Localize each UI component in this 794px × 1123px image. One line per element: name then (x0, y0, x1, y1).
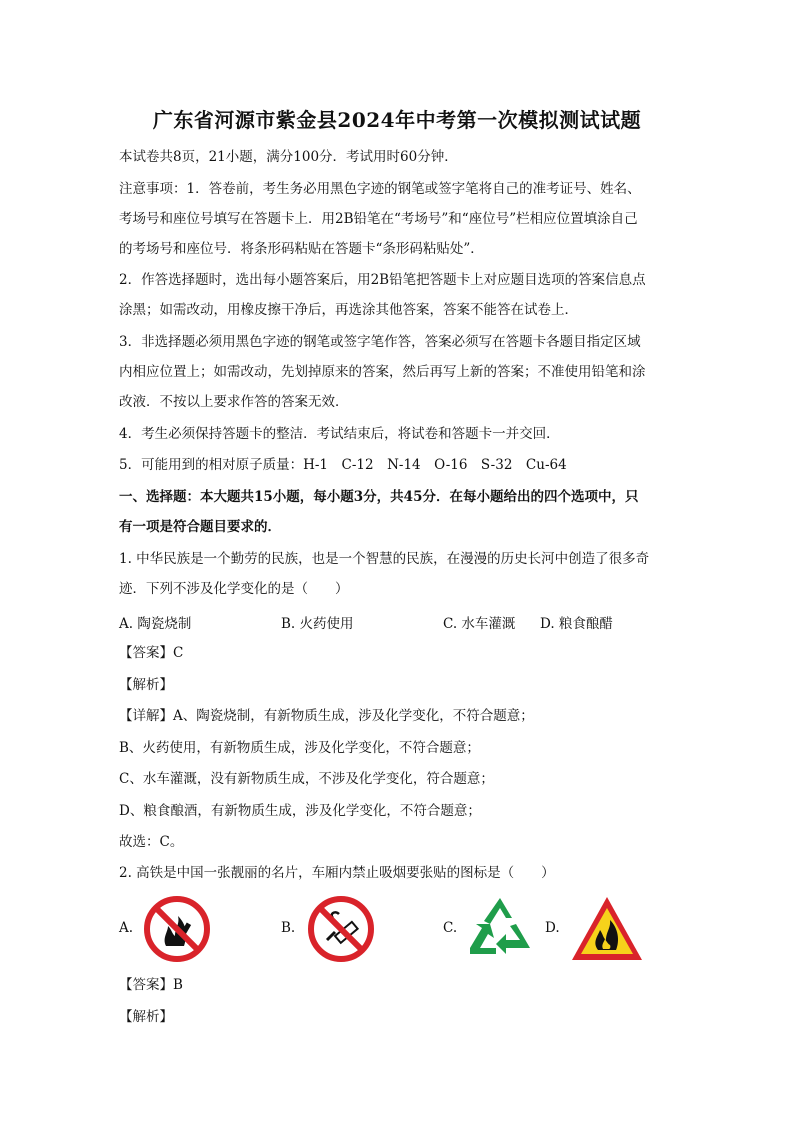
q1-detail-2: B、火药使用，有新物质生成，涉及化学变化，不符合题意； (119, 740, 480, 756)
note-3a: 3．非选择题必须用黑色字迹的钢笔或签字笔作答，答案必须写在答题卡各题目指定区域 (119, 334, 641, 350)
note-2b: 涂黑；如需改动，用橡皮擦干净后，再选涂其他答案，答案不能答在试卷上． (119, 302, 578, 318)
q1-detail-5: 故选：C。 (119, 834, 184, 850)
note-3c: 改液．不按以上要求作答的答案无效． (119, 394, 349, 410)
q2-answer: 【答案】B (119, 977, 183, 993)
page-title: 广东省河源市紫金县2024年中考第一次模拟测试试题 (152, 108, 642, 132)
q1-stem-b: 迹．下列不涉及化学变化的是（ ） (119, 581, 349, 597)
recycle-icon (466, 894, 534, 956)
section-heading-a: 一、选择题：本大题共15小题，每小题3分，共45分．在每小题给出的四个选项中，只 (119, 489, 639, 505)
q2-label-c: C. (443, 920, 458, 936)
q2-analysis-label: 【解析】 (119, 1009, 173, 1025)
note-3b: 内相应位置上；如需改动，先划掉原来的答案，然后再写上新的答案；不准使用铅笔和涂 (119, 364, 646, 380)
q1-answer: 【答案】C (119, 645, 184, 661)
note-5: 5．可能用到的相对原子质量：H-1 C-12 N-14 O-16 S-32 Cu-64 (119, 457, 567, 473)
q1-stem-a: 1. 中华民族是一个勤劳的民族，也是一个智慧的民族，在漫漫的历史长河中创造了很多奇 (119, 551, 650, 567)
q2-label-b: B. (281, 920, 296, 936)
flammable-warning-icon (570, 894, 644, 964)
section-heading-b: 有一项是符合题目要求的． (119, 519, 281, 535)
intro-line: 本试卷共8页，21小题，满分100分．考试用时60分钟． (119, 149, 458, 165)
q1-detail-1: 【详解】A、陶瓷烧制，有新物质生成，涉及化学变化，不符合题意； (119, 708, 534, 724)
q2-label-d: D. (545, 920, 560, 936)
q1-option-c: C. 水车灌溉 (443, 616, 516, 632)
note-2a: 2．作答选择题时，选出每小题答案后，用2B铅笔把答题卡上对应题目选项的答案信息点 (119, 272, 646, 288)
q1-option-a: A. 陶瓷烧制 (119, 616, 192, 632)
note-1c: 的考场号和座位号．将条形码粘贴在答题卡“条形码粘贴处”． (119, 241, 484, 257)
q1-detail-3: C、水车灌溉，没有新物质生成，不涉及化学变化，符合题意； (119, 771, 494, 787)
q2-stem: 2. 高铁是中国一张靓丽的名片，车厢内禁止吸烟要张贴的图标是（ ） (119, 865, 555, 881)
q1-detail-4: D、粮食酿酒，有新物质生成，涉及化学变化，不符合题意； (119, 803, 481, 819)
no-smoking-icon (305, 894, 377, 964)
no-fire-icon (142, 894, 212, 964)
note-4: 4．考生必须保持答题卡的整洁．考试结束后，将试卷和答题卡一并交回． (119, 426, 560, 442)
q1-option-b: B. 火药使用 (281, 616, 354, 632)
note-1a: 注意事项：1．答卷前，考生务必用黑色字迹的钢笔或签字笔将自己的准考证号、姓名、 (119, 181, 641, 197)
q2-label-a: A. (119, 920, 134, 936)
note-1b: 考场号和座位号填写在答题卡上．用2B铅笔在“考场号”和“座位号”栏相应位置填涂自己 (119, 211, 638, 227)
q1-option-d: D. 粮食酿醋 (540, 616, 613, 632)
q1-analysis-label: 【解析】 (119, 677, 173, 693)
